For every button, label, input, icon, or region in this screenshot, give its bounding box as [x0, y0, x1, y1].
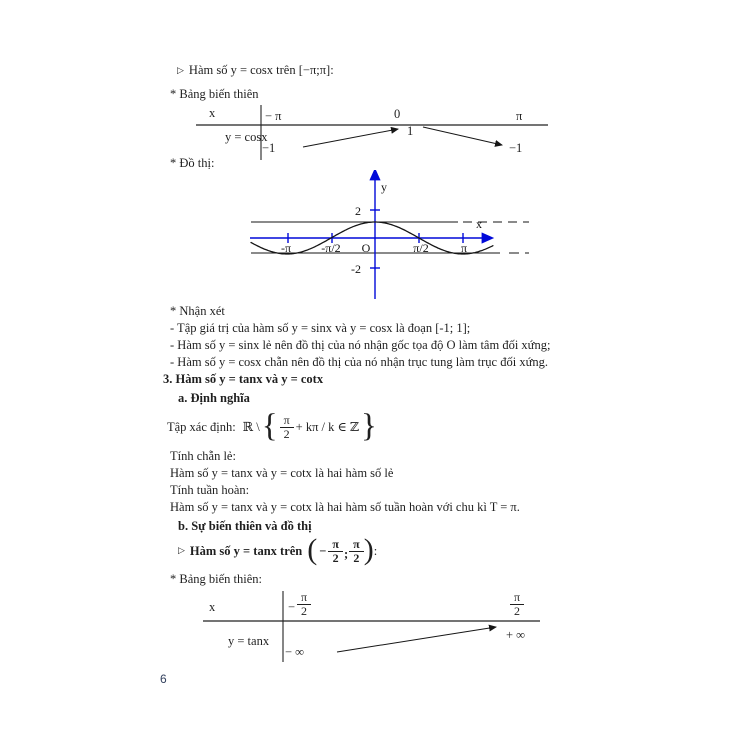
tan-title-line — [178, 534, 377, 568]
pi-over-2-fraction — [349, 538, 364, 564]
semicolon: ; — [343, 547, 349, 561]
x-axis-label: x — [476, 217, 482, 231]
arrowhead-bullet-icon: ▷ — [178, 545, 185, 555]
fraction-numerator: π — [280, 414, 294, 428]
remark-item: - Hàm số y = cosx chẵn nên đồ thị của nó nhận trục tung làm trục đối xứng. — [170, 355, 548, 369]
cosine-graph — [240, 170, 540, 305]
ytick-m2-label: -2 — [351, 262, 361, 276]
remark-item: - Tập giá trị của hàm số y = sinx và y = cosx là đoạn [-1; 1]; — [170, 321, 471, 335]
close-paren: ) — [363, 533, 374, 566]
decrease-arrow — [423, 127, 502, 145]
tan-table-right-bound-fraction — [510, 591, 524, 617]
tan-table-minus: − — [288, 600, 296, 614]
tan-table-left-bound-fraction — [297, 591, 311, 617]
period-label: Tính tuần hoàn: — [170, 483, 250, 497]
open-brace: { — [261, 407, 278, 444]
cos-variation-table — [196, 102, 548, 164]
remark-item: - Hàm số y = sinx lẻ nên đồ thị của nó nhận gốc tọa độ O làm tâm đối xứng; — [170, 338, 551, 352]
set-r-symbol: ℝ \ — [242, 420, 260, 434]
section-3-heading: 3. Hàm số y = tanx và y = cotx — [163, 372, 324, 386]
fraction-denominator: 2 — [301, 603, 308, 618]
cos-title: Hàm số y = cosx trên [−π;π]: — [188, 63, 334, 77]
tan-table-x-header: x — [209, 600, 216, 614]
fraction-denominator: 2 — [283, 426, 290, 441]
parity-label: Tính chẵn lẻ: — [170, 449, 236, 463]
tan-table-value-right: + ∞ — [506, 628, 526, 642]
domain-tail: + kπ / k ∈ ℤ — [295, 420, 359, 434]
tan-table-value-left: − ∞ — [285, 645, 305, 659]
variation-heading: b. Sự biến thiên và đồ thị — [178, 519, 312, 533]
tan-variation-table — [203, 589, 548, 665]
parity-text: Hàm số y = tanx và y = cotx là hai hàm số lẻ — [170, 466, 394, 480]
fraction-denominator: 2 — [332, 550, 339, 565]
xtick-pi2-label: π/2 — [413, 241, 429, 255]
open-paren: ( — [307, 533, 318, 566]
cos-table-x-left: − π — [265, 109, 282, 123]
tan-bbt-label: * Bảng biến thiên: — [170, 572, 262, 586]
fraction-numerator: π — [328, 538, 343, 552]
y-axis-label: y — [381, 180, 387, 194]
page-number: 6 — [160, 672, 167, 686]
tan-table-fn-label: y = tanx — [228, 634, 270, 648]
pi-over-2-fraction — [280, 414, 294, 440]
cos-graph-label: * Đồ thị: — [170, 156, 215, 170]
cos-table-fn-label: y = cosx — [225, 130, 268, 144]
cos-table-value-right: −1 — [509, 141, 523, 155]
increase-arrow — [337, 627, 496, 652]
fraction-numerator: π — [510, 591, 524, 605]
cos-table-x-mid: 0 — [394, 107, 401, 121]
xtick-m-pi2-label: -π/2 — [321, 241, 341, 255]
ytick-2-label: 2 — [355, 204, 361, 218]
fraction-numerator: π — [297, 591, 311, 605]
xtick-m-pi-label: -π — [280, 241, 292, 255]
cos-table-value-peak: 1 — [407, 124, 414, 138]
fraction-denominator: 2 — [514, 603, 521, 618]
xtick-pi-label: π — [460, 241, 468, 255]
tan-title: Hàm số y = tanx trên — [189, 544, 303, 558]
domain-line — [167, 408, 377, 446]
definition-heading: a. Định nghĩa — [178, 391, 250, 405]
close-brace: } — [360, 407, 377, 444]
cos-bbt-label: * Bảng biến thiên — [170, 87, 259, 101]
colon: : — [373, 544, 378, 558]
cos-table-x-right: π — [516, 109, 523, 123]
cos-table-x-header: x — [209, 106, 216, 120]
cos-table-value-left: −1 — [262, 141, 276, 155]
axes-group — [250, 179, 483, 299]
minus-sign: − — [319, 544, 327, 558]
pi-over-2-fraction — [328, 538, 343, 564]
remarks-header: * Nhận xét — [170, 304, 225, 318]
period-text: Hàm số y = tanx và y = cotx là hai hàm số tuần hoàn với chu kì T = π. — [170, 500, 520, 514]
fraction-numerator: π — [349, 538, 364, 552]
domain-label: Tập xác định: — [167, 420, 236, 434]
tan-table-rules — [203, 589, 548, 665]
origin-label: O — [361, 241, 371, 255]
arrowhead-bullet-icon: ▷ — [177, 65, 184, 75]
cos-title-line — [177, 62, 334, 79]
increase-arrow — [303, 129, 398, 147]
fraction-denominator: 2 — [353, 550, 360, 565]
